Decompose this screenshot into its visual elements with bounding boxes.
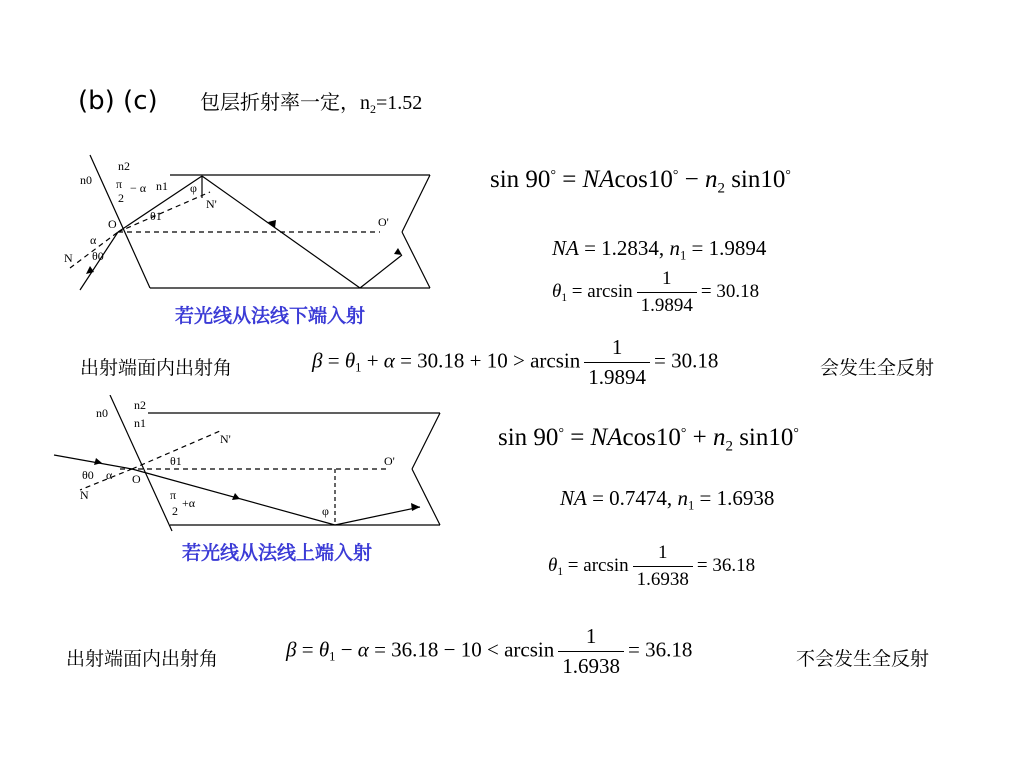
case1-eq4-den: 1.9894 bbox=[584, 362, 650, 390]
label-alpha: α bbox=[90, 233, 97, 247]
case1-eq3-fraction bbox=[637, 268, 697, 317]
label-2: 2 bbox=[172, 504, 178, 518]
case2-equation-4: $\beta = \theta_1 - \alpha = 36.18 - 10 < \arcsin$ $\frac{1}{1.6938}$ = 36.18 bbox=[286, 624, 693, 678]
label-alpha: α bbox=[106, 468, 113, 482]
case2-eq4-num: 1 bbox=[585, 624, 597, 648]
condition-prefix: 包层折射率一定， bbox=[200, 90, 360, 114]
case2-equation-3: $\theta_1 = \arcsin$ $\frac{1}{1.6938}$ = 36.18 bbox=[548, 542, 756, 590]
label-N: N bbox=[80, 488, 89, 502]
label-pi: π bbox=[116, 177, 123, 191]
label-n1: n1 bbox=[134, 416, 146, 430]
label-N: N bbox=[64, 251, 73, 265]
label-plus-alpha: +α bbox=[182, 496, 196, 510]
case2-eq3-fraction bbox=[633, 542, 693, 591]
case2-eq4-den: 1.6938 bbox=[558, 651, 624, 679]
case1-eq4-fraction bbox=[584, 335, 650, 390]
case2-eq4-fraction bbox=[558, 624, 624, 679]
case2-eq3-num: 1 bbox=[658, 542, 668, 563]
label-phi: φ bbox=[190, 181, 197, 195]
case1-eq3-num: 1 bbox=[662, 268, 672, 289]
label-O: O bbox=[108, 217, 117, 231]
fiber-diagram-lower-incidence bbox=[50, 140, 450, 320]
case1-equation-1: $\sin 90^\circ = NAcos10^\circ - n_2$ sin10° bbox=[490, 166, 791, 197]
label-minus-alpha: − α bbox=[130, 181, 147, 195]
case2-exit-angle-label: 出射端面内出射角 bbox=[66, 648, 219, 670]
case2-equation-1: $\sin 90^\circ = NAcos10^\circ + n_2$ sin10° bbox=[498, 424, 799, 455]
case1-exit-angle-label: 出射端面内出射角 bbox=[80, 357, 233, 379]
label-n2: n2 bbox=[134, 398, 146, 412]
label-N-prime: N' bbox=[220, 432, 231, 446]
label-n1: n1 bbox=[156, 179, 168, 193]
section-label: (b) (c) bbox=[78, 86, 158, 116]
fiber-diagram-upper-incidence bbox=[50, 395, 450, 555]
case2-eq4-rhs: = 36.18 bbox=[627, 637, 693, 662]
label-theta1: θ1 bbox=[170, 454, 182, 468]
label-phi: φ bbox=[322, 504, 329, 518]
condition-value: $n_2=1.52$ bbox=[360, 92, 423, 117]
case1-eq4-num: 1 bbox=[611, 335, 623, 359]
label-theta1: θ1 bbox=[150, 209, 162, 223]
case2-eq3-den: 1.6938 bbox=[633, 566, 693, 591]
label-O-prime: O' bbox=[384, 454, 395, 468]
case2-result: 不会发生全反射 bbox=[796, 648, 930, 670]
case1-result: 会发生全反射 bbox=[820, 357, 935, 379]
case1-equation-3: $\theta_1 = \arcsin$ $\frac{1}{1.9894}$ = 30.18 bbox=[552, 268, 760, 316]
label-2: 2 bbox=[118, 191, 124, 205]
case2-eq3-rhs: = 36.18 bbox=[696, 554, 756, 576]
case1-equation-4: $\beta = \theta_1 + \alpha = 30.18 + 10 > \arcsin$ $\frac{1}{1.9894}$ = 30.18 bbox=[312, 335, 719, 389]
caption-lower-incidence: 若光线从法线下端入射 bbox=[175, 305, 366, 327]
label-n0: n0 bbox=[80, 173, 92, 187]
case1-eq3-den: 1.9894 bbox=[637, 292, 697, 317]
label-O: O bbox=[132, 472, 141, 486]
label-O-prime: O' bbox=[378, 215, 389, 229]
cladding-condition bbox=[200, 86, 422, 117]
caption-upper-incidence: 若光线从法线上端入射 bbox=[182, 542, 373, 564]
label-theta0: θ0 bbox=[92, 249, 104, 263]
case2-equation-2: NA = 0.7474, $n_1 = 1.6938$ bbox=[560, 486, 775, 513]
label-n2: n2 bbox=[118, 159, 130, 173]
case1-eq3-rhs: = 30.18 bbox=[700, 280, 760, 302]
label-theta0: θ0 bbox=[82, 468, 94, 482]
label-n0: n0 bbox=[96, 406, 108, 420]
case1-equation-2: NA = 1.2834, $n_1 = 1.9894$ bbox=[552, 236, 767, 263]
label-pi: π bbox=[170, 488, 177, 502]
case1-eq4-rhs: = 30.18 bbox=[653, 348, 719, 373]
label-N-prime: N' bbox=[206, 197, 217, 211]
